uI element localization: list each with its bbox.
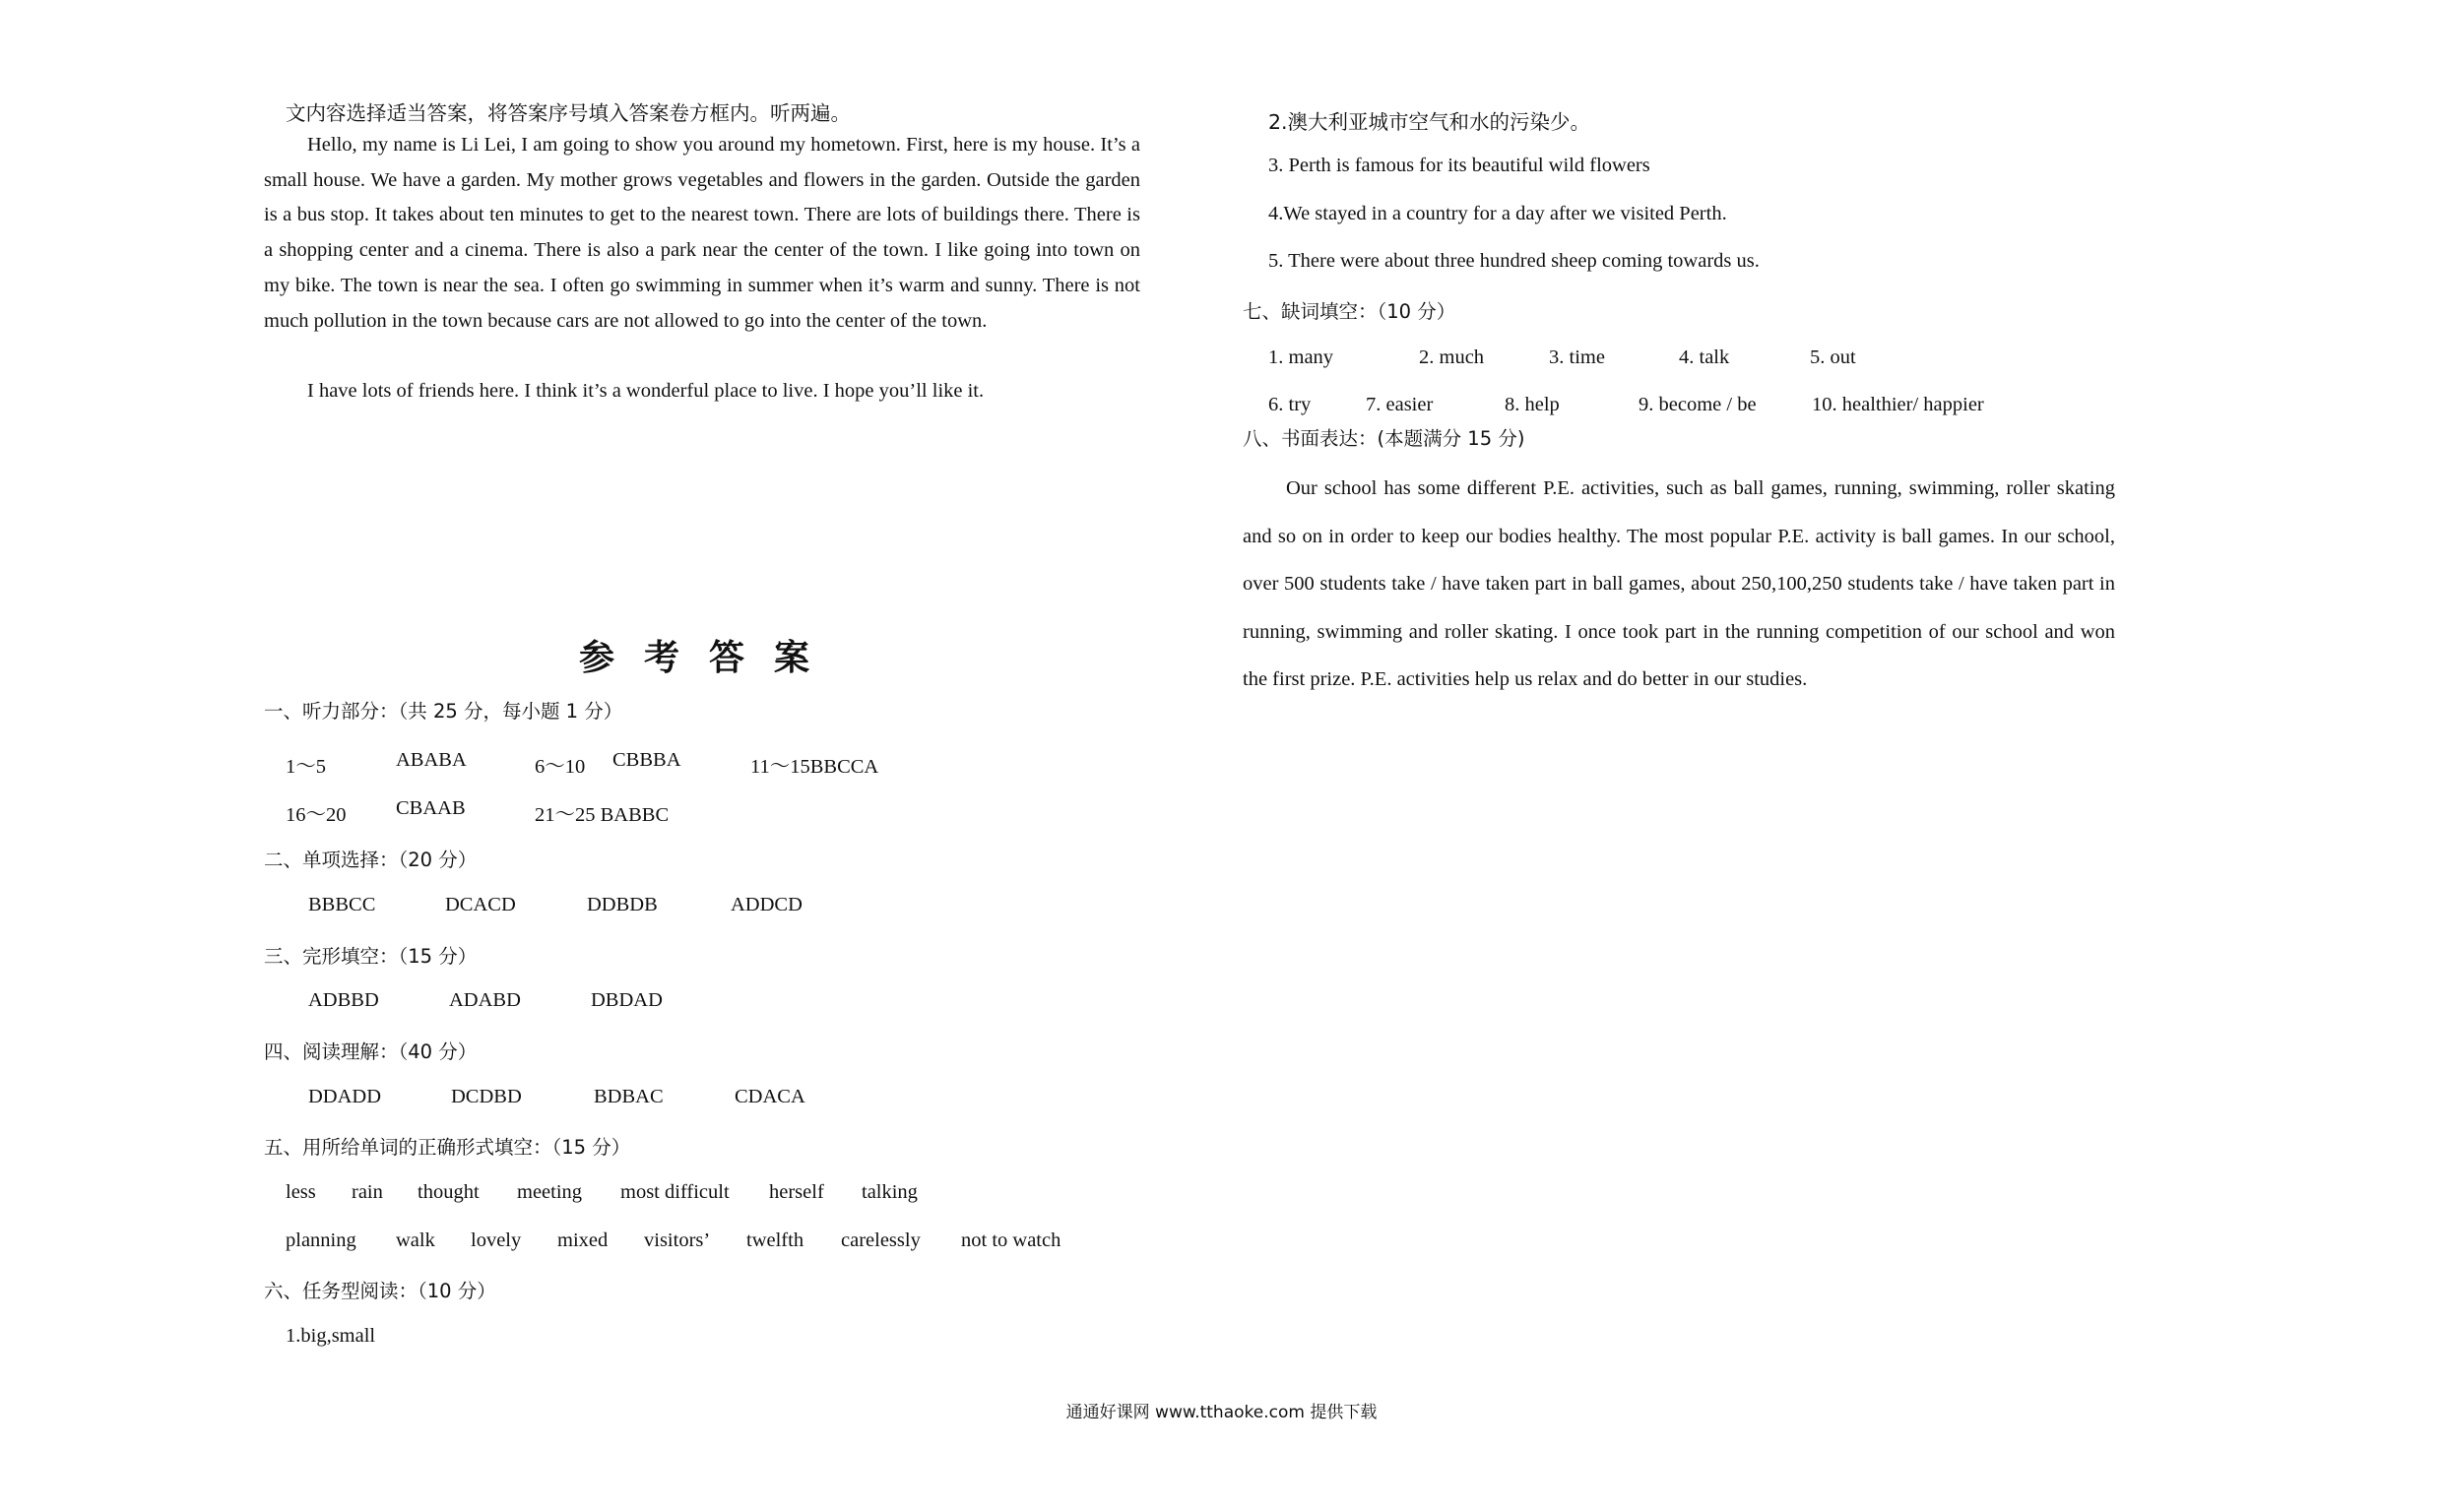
model-essay: Our school has some different P.E. activities, such as ball games, running, swimming, roller skating and so on in order to keep our bodies healthy. The most popular P.E. activity is ball games. In our school, over 500 students take / have taken part in ball games, about 250,100,250 students take / have taken part in running, swimming and roller skating. I once took part in the running competition of our school and won the first prize. P.E. activities help us relax and do better in our studies. (1243, 477, 2115, 690)
answer-range-label: 1～5 (286, 756, 326, 778)
cloze-answer: 1. many (1268, 346, 1334, 368)
answer-group: ADABD (449, 989, 521, 1011)
word-answer: not to watch (961, 1229, 1061, 1251)
cloze-answer: 4. talk (1679, 346, 1730, 368)
word-answer: talking (862, 1181, 918, 1203)
cloze-answer: 10. healthier/ happier (1812, 394, 1984, 415)
task-reading-answer-5: 5. There were about three hundred sheep coming towards us. (1268, 250, 1760, 272)
word-answer: meeting (517, 1181, 583, 1203)
word-answer: carelessly (841, 1229, 921, 1251)
word-answer: visitors’ (644, 1229, 711, 1251)
task-reading-answer-2: 2.澳大利亚城市空气和水的污染少。 (1268, 110, 1591, 134)
word-answer: lovely (471, 1229, 522, 1251)
task-reading-answer-4: 4.We stayed in a country for a day after we visited Perth. (1268, 203, 1727, 224)
cloze-answer: 8. help (1505, 394, 1560, 415)
answer-group: CBAAB (396, 797, 466, 819)
cloze-answer: 9. become / be (1639, 394, 1757, 415)
task-reading-answer-1: 1.big,small (286, 1325, 376, 1347)
answer-group: BDBAC (594, 1086, 664, 1107)
section-4-heading: 四、阅读理解：（40 分） (264, 1040, 478, 1063)
answer-group: ABABA (396, 749, 467, 771)
word-answer: less (286, 1181, 316, 1203)
listening-passage-paragraph-1: Hello, my name is Li Lei, I am going to show you around my hometown. First, here is my house. It’s a small house. We have a garden. My mother grows vegetables and flowers in the garden. Outside the garden is a bus stop. It takes about ten minutes to get to the nearest town. There are lots of buildings there. There is a shopping center and a cinema. There is also a park near the center of the town. I like going into town on my bike. The town is near the sea. I often go swimming in summer when it’s warm and sunny. There is not much pollution in the town because cars are not allowed to go into the center of the town. (264, 134, 1140, 332)
answer-group: CDACA (735, 1086, 805, 1107)
word-answer: planning (286, 1229, 356, 1251)
task-reading-answer-3: 3. Perth is famous for its beautiful wild flowers (1268, 155, 1650, 176)
section-7-heading: 七、缺词填空：（10 分） (1243, 300, 1456, 323)
answer-group: BBBCC (308, 894, 376, 915)
word-answer: twelfth (746, 1229, 804, 1251)
answer-range-label: 16～20 (286, 804, 347, 826)
word-answer: mixed (557, 1229, 609, 1251)
word-answer: rain (352, 1181, 383, 1203)
answer-group: CBBBA (612, 749, 681, 771)
listening-passage-paragraph-2: I have lots of friends here. I think it’s a wonderful place to live. I hope you’ll like it. (307, 380, 985, 402)
answer-key-title: 参考答案 (579, 638, 840, 678)
section-5-heading: 五、用所给单词的正确形式填空：（15 分） (264, 1136, 631, 1159)
cloze-answer: 2. much (1419, 346, 1485, 368)
cloze-answer: 7. easier (1366, 394, 1434, 415)
answer-group: ADDCD (731, 894, 803, 915)
word-answer: walk (396, 1229, 435, 1251)
word-answer: thought (418, 1181, 480, 1203)
answer-range-label: 6～10 (535, 756, 586, 778)
section-1-heading: 一、听力部分：（共 25 分，每小题 1 分） (264, 700, 623, 723)
cloze-answer: 6. try (1268, 394, 1312, 415)
answer-group: DBDAD (591, 989, 663, 1011)
word-answer: herself (769, 1181, 824, 1203)
answer-group: 11～15BBCCA (750, 756, 879, 778)
footer-source: 通通好课网 www.tthaoke.com 提供下载 (1065, 1403, 1378, 1422)
section-8-heading: 八、书面表达：(本题满分 15 分) (1243, 427, 1525, 450)
section-2-heading: 二、单项选择：（20 分） (264, 849, 478, 871)
answer-group: DCDBD (451, 1086, 522, 1107)
section-3-heading: 三、完形填空：（15 分） (264, 945, 478, 968)
answer-group: ADBBD (308, 989, 379, 1011)
listening-instruction: 文内容选择适当答案，将答案序号填入答案卷方框内。听两遍。 (286, 101, 851, 125)
answer-group: DDADD (308, 1086, 382, 1107)
cloze-answer: 3. time (1549, 346, 1605, 368)
answer-group: DDBDB (587, 894, 658, 915)
word-answer: most difficult (620, 1181, 730, 1203)
section-6-heading: 六、任务型阅读：（10 分） (264, 1280, 496, 1302)
cloze-answer: 5. out (1810, 346, 1856, 368)
answer-group: 21～25 BABBC (535, 804, 670, 826)
answer-group: DCACD (445, 894, 516, 915)
